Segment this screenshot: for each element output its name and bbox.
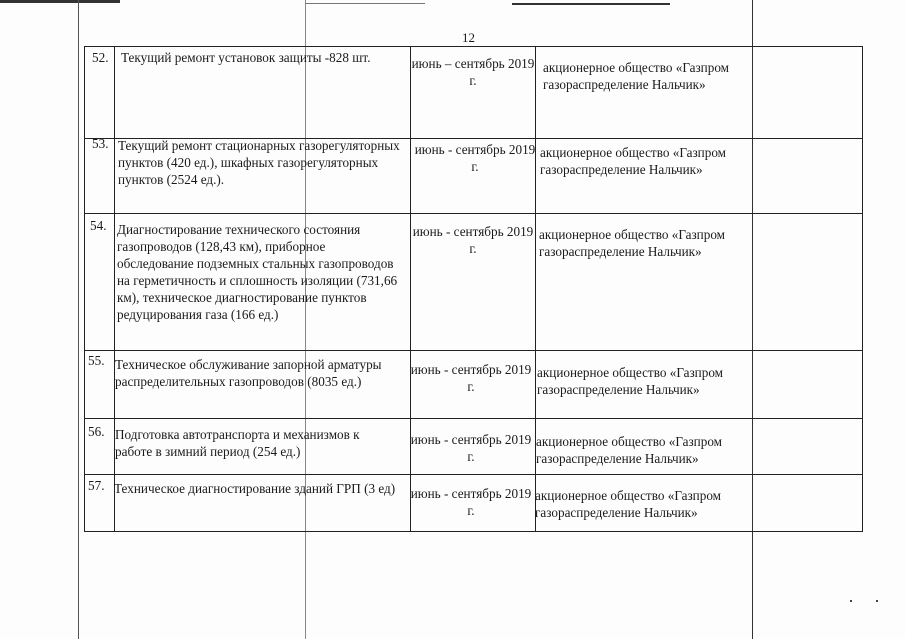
scan-speck (850, 600, 852, 602)
row-number: 55. (88, 353, 105, 368)
period-cell: июнь – сентябрь 2019 г. (411, 56, 535, 88)
period-cell: июнь - сентябрь 2019 г. (410, 362, 532, 394)
task-cell: Техническое диагностирование зданий ГРП (3 ед) (114, 481, 396, 496)
period-cell: июнь - сентябрь 2019 г. (410, 486, 532, 518)
row-number: 57. (88, 478, 105, 493)
row-divider-53 (84, 213, 862, 214)
task-cell: Текущий ремонт установок защиты -828 шт. (121, 50, 371, 65)
organization-cell: акционерное общество «Газпром газораспределение Нальчик» (539, 227, 726, 259)
organization-cell: акционерное общество «Газпром газораспределение Нальчик» (543, 60, 730, 92)
organization-cell: акционерное общество «Газпром газораспределение Нальчик» (535, 488, 722, 520)
scan-artifact-top-left (0, 0, 120, 3)
row-divider-54 (84, 350, 862, 351)
scan-fold-line-left (78, 0, 79, 639)
organization-cell: акционерное общество «Газпром газораспределение Нальчик» (537, 365, 724, 397)
period-cell: июнь - сентябрь 2019 г. (414, 142, 536, 174)
scan-speck (876, 600, 878, 602)
row-divider-56 (84, 474, 862, 475)
row-divider-55 (84, 418, 862, 419)
task-cell: Техническое обслуживание запорной арматуры распределительных газопроводов (8035 ед.) (115, 357, 382, 389)
row-number: 53. (92, 136, 109, 151)
table-top-border (84, 46, 862, 47)
row-number: 56. (88, 424, 105, 439)
task-cell: Диагностирование технического состояния газопроводов (128,43 км), приборное обследование подземных стальных газопроводов на герметичность и сплошность изоляции (731,66 км), техническое диагностирование пунктов редуцирования газа (166 ед.) (117, 222, 398, 322)
page-number: 12 (462, 30, 475, 45)
table-bottom-border (84, 531, 862, 532)
row-number: 52. (92, 50, 109, 65)
period-cell: июнь - сентябрь 2019 г. (410, 432, 532, 464)
table-left-border (84, 46, 85, 532)
task-cell: Подготовка автотранспорта и механизмов к работе в зимний период (254 ед.) (115, 427, 360, 459)
scan-fold-line-right (752, 0, 753, 639)
scan-artifact-top-mid (305, 3, 425, 4)
organization-cell: акционерное общество «Газпром газораспределение Нальчик» (540, 145, 727, 177)
period-cell: июнь - сентябрь 2019 г. (412, 224, 534, 256)
row-number: 54. (90, 218, 107, 233)
task-cell: Текущий ремонт стационарных газорегуляторных пунктов (420 ед.), шкафных газорегуляторных пунктов (2524 ед.). (118, 138, 400, 187)
organization-cell: акционерное общество «Газпром газораспределение Нальчик» (536, 434, 723, 466)
table-right-border (862, 46, 863, 532)
scan-artifact-top-right (512, 3, 670, 5)
